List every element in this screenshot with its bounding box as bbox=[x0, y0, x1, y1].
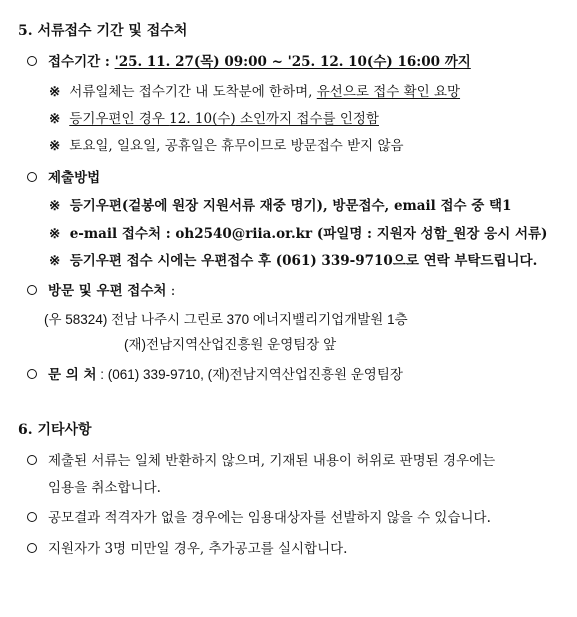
visit-address-1: (우 58324) 전남 나주시 그린로 370 에너지밸리기업개발원 1층 bbox=[44, 312, 408, 327]
etc-item-2: 공모결과 적격자가 없을 경우에는 임용대상자를 선발하지 않을 수 있습니다. bbox=[48, 510, 491, 526]
section6-title: 6. 기타사항 bbox=[18, 422, 92, 438]
reference-mark-icon: ※ bbox=[49, 253, 61, 269]
reference-mark-icon: ※ bbox=[49, 198, 61, 214]
reference-mark-icon: ※ bbox=[49, 138, 61, 154]
reference-mark-icon: ※ bbox=[49, 226, 61, 242]
method-note-3: ※ 등기우편 접수 시에는 우편접수 후 (061) 339-9710으로 연락 부탁드립니다. bbox=[49, 253, 538, 269]
contact-value: : (061) 339-9710, (재)전남지역산업진흥원 운영팀장 bbox=[96, 367, 403, 382]
method-note-1: ※ 등기우편(겉봉에 원장 지원서류 재중 명기), 방문접수, email 접수 중 택1 bbox=[49, 198, 512, 214]
visit-row: 방문 및 우편 접수처 : bbox=[48, 283, 176, 299]
contact-label: 문 의 처 bbox=[48, 367, 97, 383]
visit-address-2: (재)전남지역산업진흥원 운영팀장 앞 bbox=[124, 337, 337, 352]
period-row bbox=[48, 50, 471, 70]
reference-mark-icon: ※ bbox=[49, 84, 61, 100]
method-note-2: ※ e-mail 접수처 : oh2540@riia.or.kr (파일명 : 지원자 성함_원장 응시 서류) bbox=[49, 226, 548, 242]
visit-label: 방문 및 우편 접수처 bbox=[48, 283, 167, 299]
bullet-icon bbox=[27, 541, 37, 557]
period-value: '25. 11. 27(목) 09:00 ~ '25. 12. 10(수) 16:00 까지 bbox=[114, 54, 471, 70]
section5-title: 5. 서류접수 기간 및 접수처 bbox=[18, 23, 188, 39]
bullet-icon bbox=[27, 283, 37, 299]
reference-mark-icon: ※ bbox=[49, 111, 61, 127]
period-note-3: ※ 토요일, 일요일, 공휴일은 휴무이므로 방문접수 받지 않음 bbox=[49, 138, 404, 154]
bullet-icon bbox=[27, 453, 37, 469]
etc-item-1-line1: 제출된 서류는 일체 반환하지 않으며, 기재된 내용이 허위로 판명된 경우에는 bbox=[48, 453, 496, 469]
period-note-1: ※ 서류일체는 접수기간 내 도착분에 한하며, 유선으로 접수 확인 요망 bbox=[49, 84, 461, 100]
bullet-icon bbox=[27, 510, 37, 526]
contact-row bbox=[48, 363, 403, 383]
etc-item-1-line2: 임용을 취소합니다. bbox=[48, 480, 161, 496]
bullet-icon bbox=[27, 54, 37, 70]
method-label: 제출방법 bbox=[48, 170, 101, 186]
bullet-icon bbox=[27, 367, 37, 383]
bullet-icon bbox=[27, 170, 37, 186]
period-label: 접수기간 : bbox=[48, 54, 115, 70]
etc-item-3: 지원자가 3명 미만일 경우, 추가공고를 실시합니다. bbox=[48, 541, 348, 557]
period-note-2: ※ 등기우편인 경우 12. 10(수) 소인까지 접수를 인정함 bbox=[49, 111, 379, 127]
